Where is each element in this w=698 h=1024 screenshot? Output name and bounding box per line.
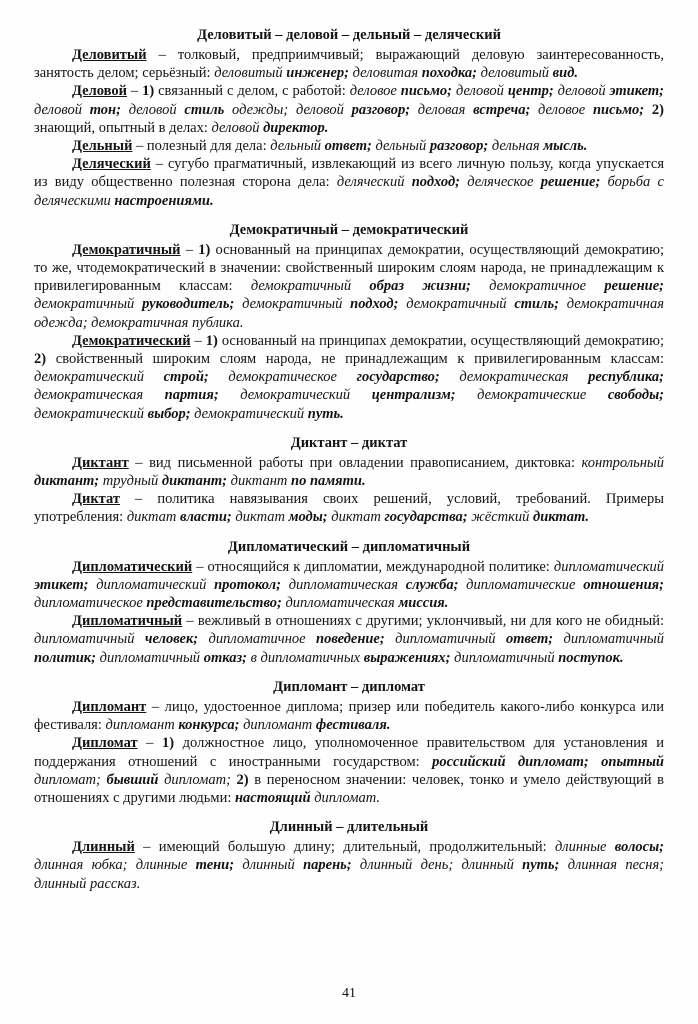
entry-paragraph <box>34 137 664 155</box>
text-segment: государство; <box>356 369 460 386</box>
text-segment: знающий, опытный в делах: <box>34 119 212 136</box>
text-segment: – <box>190 332 206 349</box>
text-segment: демократический <box>240 387 372 404</box>
text-segment: свободы; <box>607 387 664 404</box>
text-segment: деловитый <box>214 65 287 82</box>
text-segment: дипломатическое <box>34 595 147 612</box>
headword: Дипломатический <box>72 558 193 575</box>
section-heading: Дипломатический – дипломатичный <box>227 538 471 555</box>
text-segment: путь; <box>522 857 568 874</box>
text-segment: дипломатичный <box>563 631 664 648</box>
text-segment: человек; <box>144 631 209 648</box>
text-segment: дельная <box>491 138 544 155</box>
text-segment: деляческий <box>336 174 412 191</box>
text-segment: центр; <box>507 83 558 100</box>
text-segment: должностное лицо, уполномоченное правительством для установления и поддержания отношений с иностранными государством: <box>34 735 664 770</box>
page-content <box>34 26 664 893</box>
text-segment: политик; <box>34 649 100 666</box>
text-segment: – имеющий большую длину; длительный, продолжительный: <box>134 839 555 856</box>
text-segment: 2) <box>236 771 249 788</box>
entry-paragraph <box>34 838 664 893</box>
dictionary-section <box>34 538 664 667</box>
entry-paragraph <box>34 82 664 137</box>
text-segment: дипломатичный <box>34 631 145 648</box>
text-segment: дипломант <box>105 717 179 734</box>
text-segment: основанный на принципах демократии, осуществляющий демократию; то же, чтодемократический в значении: свойственный широким слоям народа, не принадлежащим к привилегированным классам: <box>34 241 665 295</box>
text-segment: диктант; <box>161 473 231 490</box>
text-segment: демократический <box>194 405 308 422</box>
headword: Деляческий <box>72 156 151 173</box>
text-segment: одежды; <box>232 101 296 118</box>
text-segment: – <box>180 241 199 258</box>
text-segment: трудный <box>102 473 162 490</box>
text-segment: дипломатичный <box>99 649 204 666</box>
dictionary-section <box>34 26 664 210</box>
text-segment: партия; <box>164 387 241 404</box>
text-segment: письмо; <box>400 83 456 100</box>
dictionary-section <box>34 434 664 527</box>
text-segment: централизм; <box>371 387 478 404</box>
text-segment: 1) <box>142 83 155 100</box>
section-heading: Демократичный – демократический <box>229 221 469 238</box>
text-segment: этикет; <box>34 576 97 593</box>
text-segment: подход; <box>411 174 468 191</box>
text-segment: дипломатическая <box>285 595 399 612</box>
headword: Диктат <box>72 491 120 508</box>
text-segment: деловитая <box>352 65 422 82</box>
text-segment: – полезный для дела: <box>132 138 271 155</box>
text-segment: дипломат; <box>164 771 237 788</box>
text-segment: демократические <box>477 387 608 404</box>
text-segment: руководитель; <box>142 296 243 313</box>
text-segment: – <box>137 735 162 752</box>
text-segment: 1) <box>162 735 175 752</box>
text-segment: вид. <box>552 65 579 82</box>
text-segment: дипломат; <box>34 771 107 788</box>
text-segment: дипломатический <box>553 558 664 575</box>
text-segment: деловой <box>128 101 185 118</box>
text-segment: письмо; <box>592 101 652 118</box>
text-segment: диктант; <box>34 473 103 490</box>
text-segment: длинная юбка; длинные <box>34 857 196 874</box>
text-segment: деловое <box>538 101 593 118</box>
text-segment: решение; <box>604 278 664 295</box>
text-segment: диктат <box>126 509 180 526</box>
entry-paragraph <box>34 612 664 667</box>
text-segment: представительство; <box>146 595 286 612</box>
text-segment: этикет; <box>609 83 664 100</box>
entry-paragraph <box>34 46 664 82</box>
text-segment: отказ; <box>203 649 251 666</box>
text-segment: дипломатический <box>96 576 215 593</box>
text-segment: по памяти. <box>291 473 366 490</box>
text-segment: протокол; <box>214 576 289 593</box>
headword: Дельный <box>72 138 133 155</box>
text-segment: дипломатичный <box>454 649 559 666</box>
text-segment: настоящий <box>235 789 315 806</box>
text-segment: 2) <box>651 101 664 118</box>
entry-paragraph <box>34 155 664 210</box>
text-segment: дельный <box>375 138 430 155</box>
text-segment: стиль; <box>514 296 567 313</box>
text-segment: опытный <box>601 753 664 770</box>
text-segment: бывший <box>106 771 165 788</box>
section-heading: Деловитый – деловой – дельный – деляческий <box>197 27 501 43</box>
text-segment: поступок. <box>558 649 624 666</box>
text-segment: деляческое <box>467 174 541 191</box>
text-segment: моды; <box>288 509 332 526</box>
dictionary-section <box>34 818 664 893</box>
text-segment: деловой <box>211 119 264 136</box>
page-number: 41 <box>342 986 356 1001</box>
text-segment: решение; <box>540 174 608 191</box>
headword: Деловой <box>72 83 127 100</box>
text-segment: – вид письменной работы при овладении правописанием, диктовка: <box>128 454 582 471</box>
text-segment: дельный <box>270 138 325 155</box>
text-segment: походка; <box>421 65 481 82</box>
text-segment: служба; <box>405 576 467 593</box>
text-segment: подход; <box>350 296 407 313</box>
text-segment: 1) <box>198 241 211 258</box>
text-segment: фестиваля. <box>315 717 391 734</box>
text-segment: власти; <box>179 509 236 526</box>
text-segment: поведение; <box>316 631 396 648</box>
text-segment: образ жизни; <box>369 278 490 295</box>
entry-paragraph <box>34 454 664 490</box>
text-segment: демократичное <box>489 278 605 295</box>
entry-paragraph <box>34 558 664 613</box>
headword: Длинный <box>72 839 135 856</box>
text-segment: основанный на принципах демократии, осуществляющий демократию; <box>217 332 665 349</box>
text-segment: строй; <box>163 369 229 386</box>
headword: Демократичный <box>72 241 181 258</box>
text-segment: дипломатичный <box>395 631 506 648</box>
text-segment: демократичный <box>242 296 351 313</box>
entry-paragraph <box>34 734 664 807</box>
text-segment: длинный <box>242 857 304 874</box>
entry-paragraph <box>34 241 664 332</box>
text-segment: конкурса; <box>178 717 244 734</box>
text-segment: жёсткий <box>471 509 534 526</box>
dictionary-section <box>34 678 664 807</box>
headword: Дипломатичный <box>72 613 183 630</box>
text-segment: деловая <box>417 101 474 118</box>
text-segment: в дипломатичных <box>250 649 364 666</box>
text-segment: деловой <box>34 101 90 118</box>
text-segment: миссия. <box>398 595 449 612</box>
text-segment: российский дипломат; <box>432 753 602 770</box>
text-segment: дипломатическая <box>288 576 406 593</box>
text-segment: демократичная одежда; демократичная публика. <box>34 296 664 331</box>
headword: Дипломат <box>72 735 138 752</box>
text-segment: демократическое <box>228 369 357 386</box>
text-segment: – политика навязывания своих решений, условий, требований. Примеры употребления: <box>34 491 664 526</box>
text-segment: выражениях; <box>363 649 455 666</box>
text-segment: дипломатические <box>466 576 584 593</box>
text-segment: – относящийся к дипломатии, международной политике: <box>192 558 554 575</box>
text-segment: разговор; <box>351 101 418 118</box>
text-segment: 1) <box>205 332 218 349</box>
text-segment: встреча; <box>473 101 539 118</box>
text-segment: мысль. <box>543 138 588 155</box>
text-segment: инженер; <box>286 65 353 82</box>
text-segment: демократичный <box>250 278 370 295</box>
text-segment: республика; <box>588 369 665 386</box>
text-segment: длинные <box>554 839 615 856</box>
text-segment: свойственный широким слоям народа, не принадлежащим к привилегированным классам: <box>46 351 664 368</box>
entry-paragraph <box>34 332 664 423</box>
text-segment: стиль <box>184 101 233 118</box>
text-segment: демократический <box>34 369 164 386</box>
text-segment: демократическая <box>34 387 165 404</box>
text-segment: 2) <box>34 351 47 368</box>
text-segment: в переносном значении: человек, тонко и умело действующий в отношениях с другими людьми: <box>34 771 664 806</box>
text-segment: ответ; <box>505 631 564 648</box>
headword: Демократический <box>72 332 191 349</box>
text-segment: борьба с деляческими <box>34 174 664 209</box>
text-segment: – вежливый в отношениях с другими; уклончивый, ни для кого не обидный: <box>182 613 664 630</box>
dictionary-section <box>34 221 664 423</box>
headword: Дипломант <box>72 698 147 715</box>
section-heading: Диктант – диктат <box>290 434 408 451</box>
text-segment: государства; <box>384 509 472 526</box>
text-segment: длинный день; длинный <box>359 857 523 874</box>
text-segment: ответ; <box>324 138 376 155</box>
text-segment: – лицо, удостоенное диплома; призер или победитель какого-либо конкурса или фестиваля: <box>34 698 664 734</box>
text-segment: демократичный <box>406 296 515 313</box>
entry-paragraph <box>34 698 664 734</box>
text-segment: дипломант <box>243 717 316 734</box>
text-segment: – сугубо прагматичный, извлекающий из всего личную пользу, когда упускается из виду общественно полезная сторона дела: <box>34 156 664 191</box>
section-heading: Дипломант – дипломат <box>273 678 425 695</box>
text-segment: демократичный <box>34 296 143 313</box>
text-segment: деловой <box>455 83 508 100</box>
text-segment: диктат <box>331 509 385 526</box>
text-segment: дипломат. <box>314 789 380 806</box>
text-segment: дипломатичное <box>208 631 316 648</box>
entry-paragraph <box>34 490 664 526</box>
text-segment: деловое <box>349 83 401 100</box>
text-segment: диктант <box>230 473 291 490</box>
text-segment: парень; <box>303 857 360 874</box>
text-segment: деловой <box>557 83 610 100</box>
text-segment: отношения; <box>583 576 664 593</box>
text-segment: – <box>126 83 143 100</box>
text-segment: длинная песня; длинный рассказ. <box>34 857 665 892</box>
text-segment: связанный с делом, с работой: <box>154 83 350 100</box>
text-segment: демократическая <box>459 369 589 386</box>
text-segment: контрольный <box>581 454 664 471</box>
text-segment: выбор; <box>147 405 195 422</box>
text-segment: диктат. <box>533 509 590 526</box>
text-segment: путь. <box>307 405 344 422</box>
text-segment: волосы; <box>614 839 664 856</box>
text-segment: настроениями. <box>114 192 214 209</box>
headword: Диктант <box>72 454 129 471</box>
text-segment: деловой <box>295 101 352 118</box>
section-heading: Длинный – длительный <box>269 819 429 836</box>
text-segment: деловитый <box>480 65 553 82</box>
text-segment: тени; <box>195 857 243 874</box>
text-segment: директор. <box>263 119 329 136</box>
text-segment: демократический <box>34 405 148 422</box>
headword: Деловитый <box>72 47 147 63</box>
text-segment: разговор; <box>429 138 492 155</box>
text-segment: тон; <box>89 101 129 118</box>
text-segment: – толковый, предприимчивый; выражающий деловую заинтересованность, занятость делом; серьёзный: <box>34 47 664 82</box>
text-segment: диктат <box>235 509 289 526</box>
